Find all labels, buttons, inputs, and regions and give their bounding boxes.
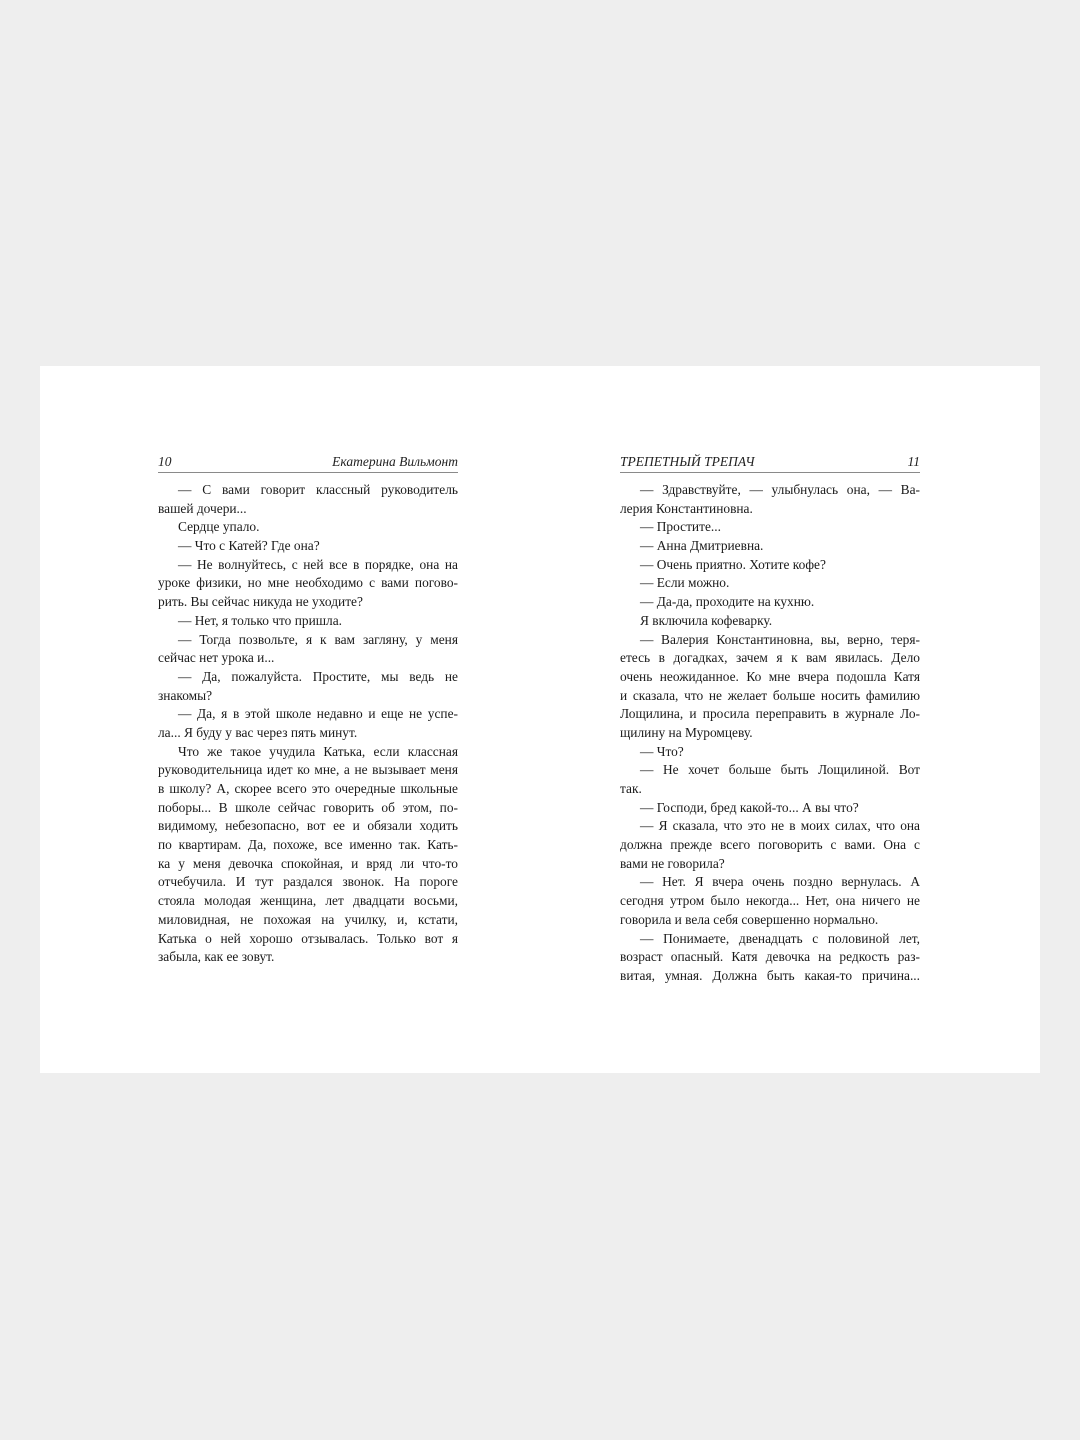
text-line: говорила и вела себя совершенно нормально. bbox=[620, 911, 879, 927]
left-body-text bbox=[158, 481, 458, 967]
text-line: — С вами говорит классный руководитель bbox=[178, 482, 458, 497]
text-line: стояла молодая женщина, лет двадцати восьми, bbox=[158, 893, 458, 909]
text-line: — Да-да, проходите на кухню. bbox=[640, 594, 815, 610]
text-line: сейчас нет урока и... bbox=[158, 650, 275, 666]
text-line: Катька о ней хорошо отзывалась. Только вот я bbox=[158, 930, 458, 946]
text-line: ка у меня девочка спокойная, и вряд ли что-то bbox=[158, 855, 458, 871]
text-line: — Очень приятно. Хотите кофе? bbox=[640, 556, 826, 572]
text-line: — Да, я в этой школе недавно и еще не успе- bbox=[178, 706, 458, 722]
text-line: — Тогда позвольте, я к вам загляну, у меня bbox=[178, 631, 458, 647]
left-page-number: 10 bbox=[158, 454, 172, 469]
text-line: должна прежде всего поговорить с вами. Она с bbox=[620, 837, 920, 853]
text-line: руководительница идет ко мне, а не вызывает меня bbox=[158, 762, 458, 778]
text-line: — Что? bbox=[640, 743, 684, 759]
text-line: лерия Константиновна. bbox=[620, 500, 753, 516]
text-line: отчебучила. И тут раздался звонок. На пороге bbox=[158, 874, 458, 890]
right-running-title: ТРЕПЕТНЫЙ ТРЕПАЧ bbox=[620, 454, 755, 469]
text-line: по квартирам. Да, похоже, все именно так. Кать- bbox=[158, 837, 458, 853]
text-line: Сердце упало. bbox=[178, 519, 260, 535]
book-spread bbox=[40, 366, 1040, 1073]
text-line: — Здравствуйте, — улыбнулась она, — Ва- bbox=[640, 482, 920, 497]
text-line: и сказала, что не желает больше носить фамилию bbox=[620, 687, 920, 703]
text-line: — Нет. Я вчера очень поздно вернулась. А bbox=[640, 874, 920, 890]
text-line: — Если можно. bbox=[640, 575, 730, 591]
text-line: етесь в догадках, зачем я к вам явилась. Дело bbox=[620, 650, 920, 666]
text-line: очень неожиданное. Ко мне вчера подошла Катя bbox=[620, 668, 920, 684]
text-line: возраст опасный. Катя девочка на редкость раз- bbox=[620, 949, 920, 965]
text-line: — Валерия Константиновна, вы, верно, теря- bbox=[640, 631, 920, 647]
right-body-text bbox=[620, 481, 920, 986]
text-line: — Не хочет больше быть Лощилиной. Вот bbox=[640, 762, 920, 778]
text-line: видимому, небезопасно, вот ее и обязали ходить bbox=[158, 818, 458, 834]
text-line: вами не говорила? bbox=[620, 855, 725, 871]
text-line: — Я сказала, что это не в моих силах, что она bbox=[640, 818, 920, 834]
left-running-head bbox=[158, 452, 458, 473]
text-line: знакомы? bbox=[158, 687, 213, 703]
text-line: ла... Я буду у вас через пять минут. bbox=[158, 724, 358, 740]
left-running-title: Екатерина Вильмонт bbox=[332, 454, 458, 469]
text-line: так. bbox=[620, 781, 642, 796]
text-line: рить. Вы сейчас никуда не уходите? bbox=[158, 594, 363, 610]
text-line: — Что с Катей? Где она? bbox=[178, 538, 320, 554]
text-line: Лощилина, и просила переправить в журнале Ло- bbox=[620, 706, 920, 722]
text-line: витая, умная. Должна быть какая-то причина... bbox=[620, 967, 920, 983]
text-line: — Анна Дмитриевна. bbox=[640, 538, 764, 554]
text-line: забыла, как ее зовут. bbox=[158, 949, 275, 965]
text-line: — Простите... bbox=[640, 519, 721, 535]
text-line: — Господи, бред какой-то... А вы что? bbox=[640, 799, 859, 815]
text-line: щилину на Муромцеву. bbox=[620, 724, 753, 740]
text-line: Я включила кофеварку. bbox=[640, 612, 773, 628]
text-line: сегодня утром было некогда... Нет, она ничего не bbox=[620, 893, 920, 909]
text-line: — Нет, я только что пришла. bbox=[178, 612, 343, 628]
text-line: в школу? А, скорее всего это очередные школьные bbox=[158, 781, 458, 796]
text-line: вашей дочери... bbox=[158, 500, 247, 516]
text-line: — Да, пожалуйста. Простите, мы ведь не bbox=[178, 668, 458, 684]
text-line: — Понимаете, двенадцать с половиной лет, bbox=[640, 930, 920, 946]
text-line: уроке физики, но мне необходимо с вами погово- bbox=[158, 575, 458, 591]
text-line: Что же такое учудила Катька, если классная bbox=[178, 743, 458, 759]
text-line: миловидная, не похожая на училку, и, кстати, bbox=[158, 911, 458, 927]
text-line: поборы... В школе сейчас говорить об этом, по- bbox=[158, 799, 458, 815]
right-running-head bbox=[620, 452, 920, 473]
right-page-number: 11 bbox=[907, 454, 920, 469]
text-line: — Не волнуйтесь, с ней все в порядке, она на bbox=[178, 556, 458, 572]
